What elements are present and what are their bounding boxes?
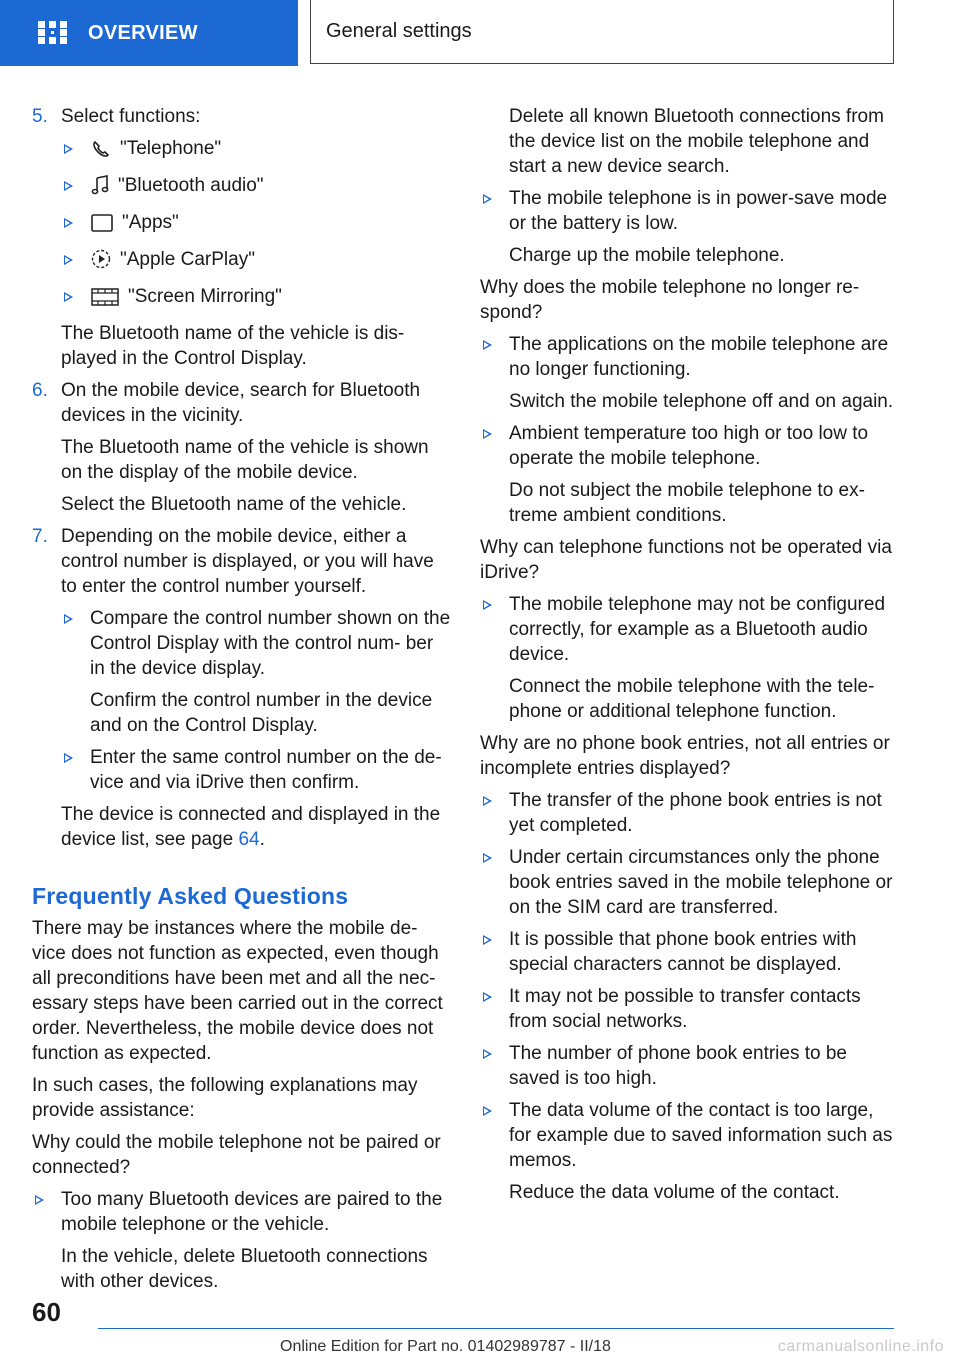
function-label: "Apple CarPlay" — [120, 248, 255, 270]
function-item-apple-carplay — [61, 247, 452, 278]
bullet-text: The mobile telephone is in power-save mode or the battery is low. — [509, 188, 888, 234]
watermark-logo: carmanualsonline.info — [777, 1338, 944, 1355]
bullet-triangle-icon — [64, 753, 73, 763]
bullet-item — [61, 745, 452, 795]
bullet-text: It is possible that phone book entries with special characters cannot be displayed. — [509, 929, 857, 975]
bullet-triangle-icon — [64, 181, 73, 191]
bullet-item — [32, 1187, 452, 1294]
bullet-subtext: Do not subject the mobile telephone to ex‐ treme ambient conditions. — [509, 480, 865, 526]
play-circle-icon — [90, 248, 112, 270]
bullet-text: The transfer of the phone book entries is not yet completed. — [509, 790, 882, 836]
step-text: Depending on the mobile device, either a control number is displayed, or you will have to enter the control number yourself. — [61, 525, 434, 597]
screen-mirroring-icon — [90, 287, 120, 307]
step-paragraph: The Bluetooth name of the vehicle is shown on the display of the mobile device. — [61, 436, 429, 483]
bullet-triangle-icon — [483, 1106, 492, 1116]
bullet-triangle-icon — [64, 144, 73, 154]
function-label: "Apps" — [122, 212, 179, 233]
bullet-text: It may not be possible to transfer contacts from social networks. — [509, 986, 861, 1032]
bullet-item — [480, 592, 900, 724]
bullet-continuation — [480, 104, 900, 179]
right-column — [480, 104, 900, 1212]
bullet-triangle-icon — [64, 292, 73, 302]
bullet-text: Ambient temperature too high or too low to operate the mobile telephone. — [509, 423, 869, 469]
page-number: 60 — [32, 1297, 61, 1327]
bullet-item — [480, 927, 900, 977]
step-number: 7. — [32, 525, 48, 547]
bullet-item — [480, 421, 900, 528]
bullet-triangle-icon — [483, 600, 492, 610]
step-text: On the mobile device, search for Bluetooth devices in the vicinity. — [61, 379, 421, 426]
faq-heading: Frequently Asked Questions — [32, 882, 349, 909]
bullet-item — [480, 845, 900, 920]
apps-icon — [90, 213, 114, 233]
bullet-subtext: Switch the mobile telephone off and on again. — [509, 391, 894, 412]
music-note-icon — [90, 174, 110, 196]
function-label: "Bluetooth audio" — [118, 174, 264, 196]
bullet-item — [61, 606, 452, 738]
faq-intro: There may be instances where the mobile de‐ vice does not function as expected, even though all preconditions have been met and all the nec‐ essary steps have been carried out in the correct order. Nevertheless, the mobile device does not function as expected. — [32, 917, 443, 1064]
overview-tab-label: OVERVIEW — [88, 21, 198, 44]
bullet-triangle-icon — [483, 1049, 492, 1059]
bullet-triangle-icon — [483, 853, 492, 863]
function-item-bluetooth-audio — [61, 173, 452, 204]
step-6 — [32, 378, 452, 517]
bullet-subtext: Charge up the mobile telephone. — [509, 245, 785, 266]
bullet-text: The mobile telephone may not be configured correctly, for example as a Bluetooth audio device. — [509, 594, 886, 665]
faq-question: Why could the mobile telephone not be paired or connected? — [32, 1131, 441, 1178]
bullet-triangle-icon — [64, 255, 73, 265]
faq-question: Why are no phone book entries, not all entries or incomplete entries displayed? — [480, 733, 890, 779]
step-number: 5. — [32, 106, 48, 127]
bullet-item — [480, 984, 900, 1034]
grid-menu-icon — [38, 21, 68, 45]
footer-edition: Online Edition for Part no. 01402989787 - II/18 — [280, 1338, 611, 1355]
faq-intro-2: In such cases, the following explanations may provide assistance: — [32, 1074, 418, 1121]
phone-icon — [90, 139, 112, 159]
bullet-subtext: Delete all known Bluetooth connections from the device list on the mobile telephone and start a new device search. — [509, 106, 884, 177]
bullet-subtext: In the vehicle, delete Bluetooth connections with other devices. — [61, 1245, 428, 1292]
bullet-item — [480, 186, 900, 268]
bullet-text: The applications on the mobile telephone are no longer functioning. — [509, 334, 889, 380]
overview-tab[interactable] — [0, 0, 298, 66]
footer-divider — [98, 1328, 894, 1329]
bullet-triangle-icon — [64, 218, 73, 228]
bullet-text: Too many Bluetooth devices are paired to the mobile telephone or the vehicle. — [61, 1188, 443, 1235]
step-text: Select functions: — [61, 106, 201, 127]
bullet-triangle-icon — [483, 194, 492, 204]
bullet-triangle-icon — [483, 429, 492, 439]
step-note: The Bluetooth name of the vehicle is dis‐ played in the Control Display. — [61, 322, 405, 369]
step-result: The device is connected and displayed in the device list, see page 64. — [61, 803, 441, 850]
bullet-subtext: Confirm the control number in the device and on the Control Display. — [90, 689, 433, 736]
bullet-triangle-icon — [64, 614, 73, 624]
step-5 — [32, 104, 452, 371]
bullet-text: The number of phone book entries to be saved is too high. — [509, 1043, 848, 1089]
bullet-item — [480, 1098, 900, 1205]
function-item-telephone — [61, 136, 452, 166]
function-item-apps — [61, 210, 452, 240]
bullet-triangle-icon — [483, 935, 492, 945]
page-link[interactable]: 64 — [238, 828, 260, 850]
step-paragraph: Select the Bluetooth name of the vehicle. — [61, 493, 407, 515]
section-title: General settings — [310, 0, 894, 64]
step-number: 6. — [32, 379, 48, 401]
faq-question: Why does the mobile telephone no longer re‐ spond? — [480, 277, 860, 323]
bullet-subtext: Connect the mobile telephone with the tele‐ phone or additional telephone function. — [509, 676, 875, 722]
function-label: "Telephone" — [120, 138, 222, 159]
left-column — [32, 104, 452, 1301]
faq-question: Why can telephone functions not be operated via iDrive? — [480, 537, 892, 583]
function-item-screen-mirroring — [61, 284, 452, 314]
bullet-text: Compare the control number shown on the Control Display with the control num‐ ber in the device display. — [90, 607, 451, 679]
bullet-subtext: Reduce the data volume of the contact. — [509, 1182, 840, 1203]
bullet-triangle-icon — [483, 340, 492, 350]
function-label: "Screen Mirroring" — [128, 286, 282, 307]
step-7 — [32, 524, 452, 852]
bullet-triangle-icon — [35, 1195, 44, 1205]
bullet-triangle-icon — [483, 992, 492, 1002]
bullet-item — [480, 332, 900, 414]
bullet-text: Under certain circumstances only the phone book entries saved in the mobile telephone or on the SIM card are transferred. — [509, 847, 893, 918]
bullet-text: The data volume of the contact is too large, for example due to saved information such as memos. — [509, 1100, 893, 1171]
bullet-item — [480, 1041, 900, 1091]
bullet-item — [480, 788, 900, 838]
bullet-triangle-icon — [483, 796, 492, 806]
bullet-text: Enter the same control number on the de‐ vice and via iDrive then confirm. — [90, 746, 442, 793]
